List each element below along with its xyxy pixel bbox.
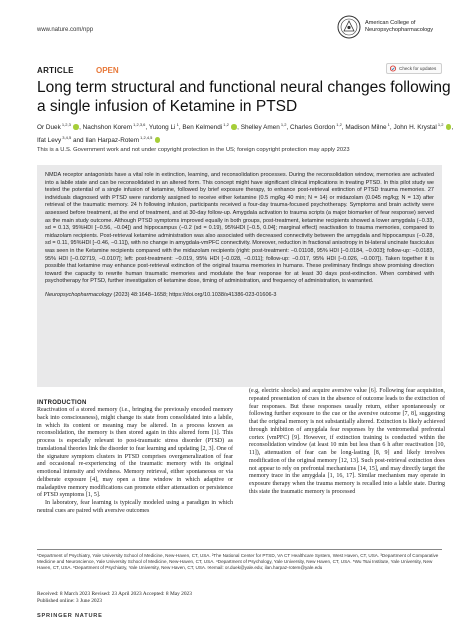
author-affiliation-marks: 1,2 [436, 122, 444, 127]
author-affiliation-marks: 1,2,3,6 [132, 122, 146, 127]
author-name[interactable]: Charles Gordon [290, 124, 336, 132]
author-affiliation-marks: 1,2 [222, 122, 229, 127]
right-column [249, 388, 445, 497]
check-for-updates-button[interactable] [386, 63, 442, 74]
check-updates-icon [390, 65, 396, 72]
intro-paragraph-1: Reactivation of a stored memory (i.e., bringing the previously encoded memory back into consciousness), might change its state from consolidated into a labile, in which its content or meaning may be altered. In a process known as reconsolidation, the memory is then stored again in this altered form [1]. This process is especially relevant to post-traumatic stress disorder (PTSD) as translational theories link the disorder to fear learning and updating [2, 3]. One of the signature symptom clusters in PTSD comprises overgeneralization of fear and occasional re-experiencing of the traumatic memory with its original emotional intensity and vividness. Memory retrieval, either spontaneous or via deliberate exposure [4], may open a time window in which adaptive or maladaptive memory modifications can promote either attenuation or persistence of PTSD symptoms [1, 5]. [37, 407, 233, 499]
orcid-icon[interactable] [446, 124, 452, 130]
author-name[interactable]: Ilan Harpaz-Rotem [85, 137, 140, 145]
org-name-line2: Neuropsychopharmacology [365, 27, 434, 33]
author-affiliation-marks: 1 [386, 122, 390, 127]
author-name[interactable]: Nachshon Korem [82, 124, 133, 132]
author-name[interactable]: Shelley Amen [240, 124, 280, 132]
acnp-logo [337, 12, 457, 42]
abstract-box [37, 165, 442, 387]
journal-url[interactable]: www.nature.com/npp [37, 27, 94, 33]
citation-details[interactable]: (2023) 48:1648–1658; https://doi.org/10.1038/s41386-023-01606-3 [111, 291, 277, 298]
orcid-icon[interactable] [231, 124, 237, 130]
author-name[interactable]: Ben Kelmendi [182, 124, 223, 132]
check-updates-label: Check for updates [399, 66, 437, 71]
author-name[interactable]: Ifat Levy [37, 137, 62, 145]
author-affiliation-marks: 1,2,4,5 [139, 135, 153, 141]
author-list: Or Duek $^{1,2,3}$ , Nachshon Korem $^{1,2,3,6}$, Yutong Li $^1$, Ben Kelmendi $^{1,2}$ , Shelley Amen $^{1,2}$, Charles Gordon $^{1,2}$, Madison Milne $^1$, John H. Krystal $^{1,2}$ , Ifat Levy $^{3,4,5}$ and Ilan Harpaz-Rotem $^{1,2,4,5}$ [37, 122, 454, 145]
author-name[interactable]: Madison Milne [345, 124, 387, 132]
author-name[interactable]: Or Duek [37, 124, 61, 132]
publisher-logo: SPRINGER NATURE [37, 613, 103, 619]
intro-paragraph-2: In laboratory, fear learning is typically modeled using a paradigm in which neutral cues are paired with aversive outcomes [37, 500, 233, 514]
left-column [37, 394, 233, 516]
author-name[interactable]: John H. Krystal [393, 124, 437, 132]
orcid-icon[interactable] [155, 137, 161, 143]
org-name-line1: American College of [365, 20, 416, 26]
author-affiliation-marks: 1,2,3 [60, 122, 71, 127]
citation [45, 292, 434, 298]
footnote-divider [37, 549, 442, 550]
citation-journal: Neuropsychopharmacology [45, 291, 112, 298]
abstract-text: NMDA receptor antagonists have a vital role in extinction, learning, and reconsolidation processes. During the reconsolidation window, memories are activated into a labile state and can be reconsolidated in an altered form. This concept might have significant clinical implications in treating PTSD. In this pilot study we tested the potential of a single infusion of ketamine, followed by brief exposure therapy, to enhance post-retrieval extinction of PTSD trauma memories. 27 individuals diagnosed with PTSD were randomly assigned to receive either ketamine (0.5 mg/kg 40 min; N = 14) or midazolam (0.045 mg/kg; N = 13) after retrieval of the traumatic memory. 24 h following infusion, participants received a four-day trauma-focused psychotherapy. Symptoms and brain activity were assessed before treatment, at the end of treatment, and at 30-day follow-up. Amygdala activation to trauma scripts (a major biomarker of fear response) served as the main study outcome. Although PTSD symptoms improved equally in both groups, post-treatment, ketamine recipients showed a lower amygdala (−0.33, sd = 0.13, 95%HDI [−0.56, −0.04]) and hippocampus (−0.2 (sd = 0.19), 95%HDI [−0.5, 0.04]; marginal effect) reactivation to trauma memories, compared to midazolam recipients. Post-retrieval ketamine administration was also associated with decreased connectivity between the amygdala and hippocampus (−0.28, sd = 0.11, 95%HDI [−0.46, −0.11]), with no change in amygdala-vmPFC connectivity. Moreover, reduction in fractional anisotropy in bi-lateral uncinate fasciculus was seen in the Ketamine recipients compared with the midazolam recipients (right: post-treatment: −0.01108, 95% HDI [−0.0184, −0.003]; follow-up: −0.0183, 95% HDI [−0.02719, −0.0107]; left: post-treatment: −0.019, 95% HDI [−0.028, −0.011]; follow-up: −0.017, 95% HDI [−0.026, −0.007]). Taken together it is possible that ketamine may enhance post-retrieval extinction of the original trauma memories in humans. These preliminary findings show promising direction toward the capacity to rewrite human traumatic memories and modulate the fear response for at least 30 days post-extinction. When combined with psychotherapy for PTSD, further investigation of ketamine dose, timing of administration, and frequency of administration, is warranted. [45, 172, 434, 285]
section-heading-introduction: INTRODUCTION [37, 400, 87, 406]
author-affiliation-marks: 1 [175, 122, 179, 127]
publication-dates [37, 591, 442, 605]
author-affiliation-marks: 1,2 [279, 122, 287, 127]
published-date: Published online: 3 June 2023 [37, 598, 102, 604]
received-dates: Received: 8 March 2023 Revised: 23 April 2023 Accepted: 8 May 2023 [37, 591, 192, 597]
intro-paragraph-continued: (e.g, electric shocks) and acquire aversive value [6]. Following fear acquisition, repeated presentation of cues in the absence of outcome leads to the extinction of fear responses. But these responses usually return, either spontaneously or following further exposure to the cue or the aversive outcome [7, 8], suggesting that the original memory is not substantially altered. Extinction is likely achieved through inhibition of amygdala fear responses by the ventromedial prefrontal cortex (vmPFC) [9]. However, if extinction training is conducted within the reconsolidation window (at least 10 min but less than 6 h after reactivation [10, 11]), attenuation of fear can be long-lasting [8, 9] and likely involves modification of the original memory [12, 13]. Such post-retrieval extinction does not appear to rely on prefrontal mechanisms [14, 15], and may directly target the memory trace in the amygdala [1, 16, 17]. Similar mechanism may operate in exposure therapy when the trauma memory is recalled into a labile state. During this state the traumatic memory is processed [249, 388, 445, 495]
orcid-icon[interactable] [73, 124, 79, 130]
author-affiliation-marks: 3,4,5 [61, 135, 72, 141]
article-title: Long term structural and functional neural changes following a single infusion of Ketamine in PTSD [37, 79, 451, 115]
affiliations: ¹Department of Psychiatry, Yale University School of Medicine, New-Haven, CT, USA. ²The National Center for PTSD, VA CT Healthcare System, West Haven, CT, USA. ³Department of Comparative Medicine and Neuroscience, Yale University School of Medicine, New-Haven, CT, USA. ⁴Department of Psychology, Yale University, New Haven, CT, USA. ⁵Wu Tsai Institute, Yale University, New Haven, CT, USA. ⁶Department of Psychiatry, Yale University, New Haven, CT, USA. ✉email: or.duek@yale.edu; ilan.harpaz-rotem@yale.edu [37, 553, 439, 570]
open-access-badge: OPEN [96, 66, 119, 75]
acnp-seal-icon [337, 15, 361, 39]
article-type: ARTICLE [37, 66, 74, 75]
author-affiliation-marks: 1,2 [335, 122, 342, 127]
copyright-notice: This is a U.S. Government work and not under copyright protection in the US; foreign copyright protection may apply 2023 [37, 147, 350, 153]
author-name[interactable]: Yutong Li [148, 124, 176, 132]
